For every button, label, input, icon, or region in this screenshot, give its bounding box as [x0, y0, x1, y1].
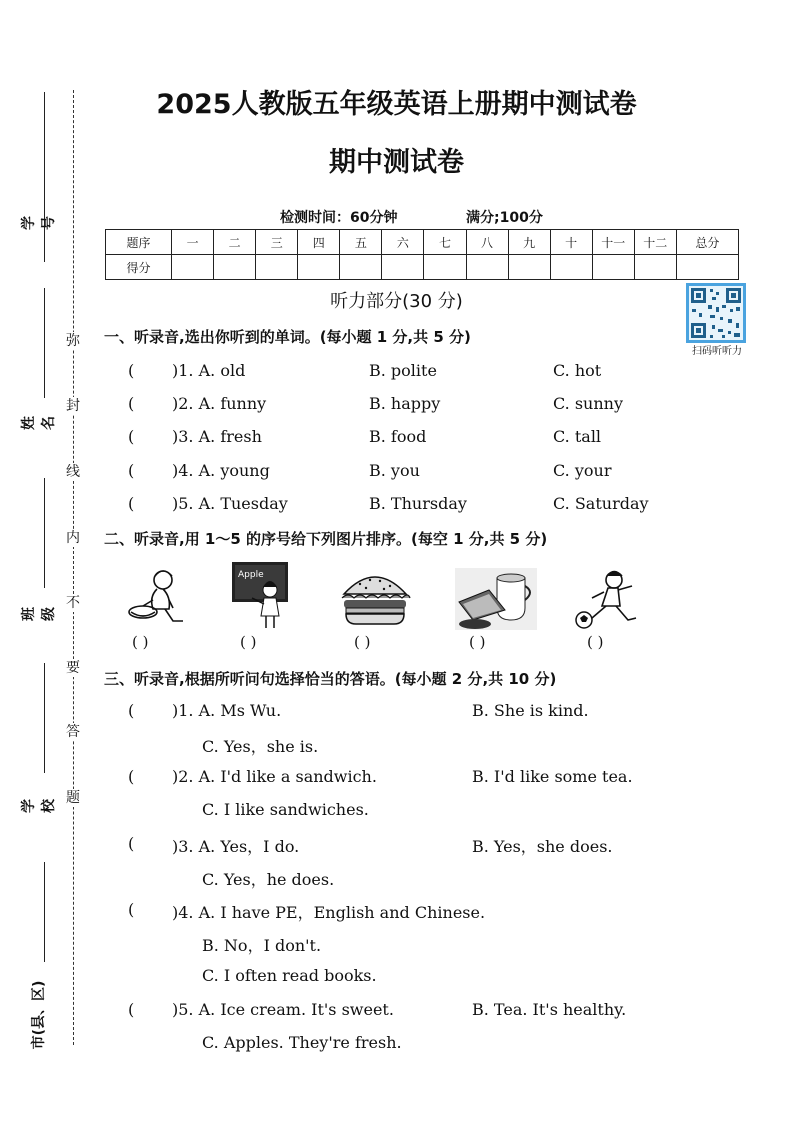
score-cell: 十二 [634, 230, 676, 255]
picture-order-blank[interactable]: ( ) [240, 633, 257, 651]
seal-char: 封 [66, 398, 80, 414]
answer-blank[interactable]: ( [128, 361, 135, 380]
option-b: B. Tea. It's healthy. [472, 1000, 627, 1019]
score-input-cell[interactable] [172, 255, 214, 280]
answer-blank[interactable]: ( [128, 767, 135, 786]
section2-heading: 二、听录音,用 1～5 的序号给下列图片排序。(每空 1 分,共 5 分) [104, 530, 548, 548]
seal-char: 答 [66, 724, 80, 740]
option-b: B. happy [369, 394, 441, 413]
answer-blank[interactable]: ( [128, 900, 135, 919]
option-b: B. food [369, 427, 427, 446]
option-a: )3. A. fresh [172, 427, 262, 446]
option-c: C. Yes，she is. [202, 737, 319, 756]
answer-blank[interactable]: ( [128, 701, 135, 720]
score-cell: 一 [172, 230, 214, 255]
option-a: )4. A. I have PE，English and Chinese. [172, 903, 486, 922]
option-a: )2. A. funny [172, 394, 267, 413]
option-c: C. your [553, 461, 612, 480]
listening-section-title: 听力部分(30 分) [330, 291, 463, 312]
option-c: C. Apples. They're fresh. [202, 1033, 402, 1052]
seal-char: 题 [66, 790, 80, 806]
option-a: )1. A. Ms Wu. [172, 701, 282, 720]
score-cell: 十 [550, 230, 592, 255]
option-b: B. Yes，she does. [472, 837, 613, 856]
test-time: 检测时间：60分钟 [280, 210, 398, 226]
option-c: C. tall [553, 427, 602, 446]
score-input-cell[interactable] [256, 255, 298, 280]
option-c: C. sunny [553, 394, 624, 413]
score-cell: 二 [214, 230, 256, 255]
binding-line [44, 862, 45, 962]
score-cell: 四 [298, 230, 340, 255]
picture-order-blank[interactable]: ( ) [132, 633, 149, 651]
option-c: C. hot [553, 361, 602, 380]
score-row-label: 得分 [106, 255, 172, 280]
score-input-cell[interactable] [676, 255, 738, 280]
option-b: B. She is kind. [472, 701, 589, 720]
option-b: B. Thursday [369, 494, 467, 513]
score-cell: 八 [466, 230, 508, 255]
option-c: C. Saturday [553, 494, 649, 513]
tea-and-sandwich-picture [455, 568, 537, 630]
seal-char: 内 [66, 530, 80, 546]
page-subtitle: 期中测试卷 [329, 147, 464, 178]
name-label: 姓名 [21, 416, 57, 430]
score-input-cell[interactable] [298, 255, 340, 280]
score-input-cell[interactable] [592, 255, 634, 280]
blackboard-word: Apple [238, 570, 264, 580]
score-cell: 七 [424, 230, 466, 255]
picture-order-blank[interactable]: ( ) [587, 633, 604, 651]
answer-blank[interactable]: ( [128, 427, 135, 446]
seal-char: 弥 [66, 333, 80, 349]
answer-blank[interactable]: ( [128, 461, 135, 480]
class-label: 班级 [21, 607, 57, 621]
score-cell: 十一 [592, 230, 634, 255]
option-a: )1. A. old [172, 361, 246, 380]
score-header-row [106, 230, 739, 255]
hamburger-picture [338, 568, 412, 628]
option-b: B. you [369, 461, 420, 480]
option-a: )4. A. young [172, 461, 270, 480]
girl-washing-clothes-picture [125, 566, 189, 626]
qr-caption: 扫码听听力 [692, 346, 742, 357]
option-a: )2. A. I'd like a sandwich. [172, 767, 377, 786]
binding-line [44, 478, 45, 588]
section1-heading: 一、听录音,选出你听到的单词。(每小题 1 分,共 5 分) [104, 328, 471, 346]
score-cell: 总分 [676, 230, 738, 255]
city-label: 市(县、区) [31, 980, 47, 1050]
score-input-cell[interactable] [340, 255, 382, 280]
boy-playing-football-picture [574, 568, 650, 632]
score-input-cell[interactable] [550, 255, 592, 280]
option-c: C. I often read books. [202, 966, 377, 985]
answer-blank[interactable]: ( [128, 494, 135, 513]
option-b: B. polite [369, 361, 437, 380]
picture-order-blank[interactable]: ( ) [354, 633, 371, 651]
page-title: 2025人教版五年级英语上册期中测试卷 [156, 89, 637, 120]
teacher-blackboard-picture [230, 560, 292, 632]
seal-dashed-line [73, 90, 74, 1045]
answer-blank[interactable]: ( [128, 394, 135, 413]
option-a: )5. A. Ice cream. It's sweet. [172, 1000, 394, 1019]
score-cell: 九 [508, 230, 550, 255]
school-label: 学校 [21, 799, 57, 813]
score-cell: 题序 [106, 230, 172, 255]
score-cell: 六 [382, 230, 424, 255]
score-input-cell[interactable] [508, 255, 550, 280]
seal-char: 线 [66, 464, 80, 480]
binding-line [44, 663, 45, 773]
section3-heading: 三、听录音,根据所听问句选择恰当的答语。(每小题 2 分,共 10 分) [104, 670, 557, 688]
student-id-label: 学号 [21, 216, 57, 230]
score-input-cell[interactable] [214, 255, 256, 280]
option-a: )5. A. Tuesday [172, 494, 288, 513]
seal-char: 要 [66, 660, 80, 676]
option-b: B. I'd like some tea. [472, 767, 633, 786]
score-cell: 三 [256, 230, 298, 255]
score-input-cell[interactable] [424, 255, 466, 280]
answer-blank[interactable]: ( [128, 1000, 135, 1019]
answer-blank[interactable]: ( [128, 834, 135, 853]
seal-char: 不 [66, 595, 80, 611]
picture-order-blank[interactable]: ( ) [469, 633, 486, 651]
score-input-cell[interactable] [382, 255, 424, 280]
option-c: C. I like sandwiches. [202, 800, 369, 819]
option-a: )3. A. Yes，I do. [172, 837, 300, 856]
option-c: C. Yes，he does. [202, 870, 335, 889]
score-input-cell[interactable] [634, 255, 676, 280]
score-value-row [106, 255, 739, 280]
score-input-cell[interactable] [466, 255, 508, 280]
score-table [105, 229, 739, 280]
score-cell: 五 [340, 230, 382, 255]
full-marks: 满分;100分 [466, 210, 543, 226]
option-b: B. No，I don't. [202, 936, 322, 955]
